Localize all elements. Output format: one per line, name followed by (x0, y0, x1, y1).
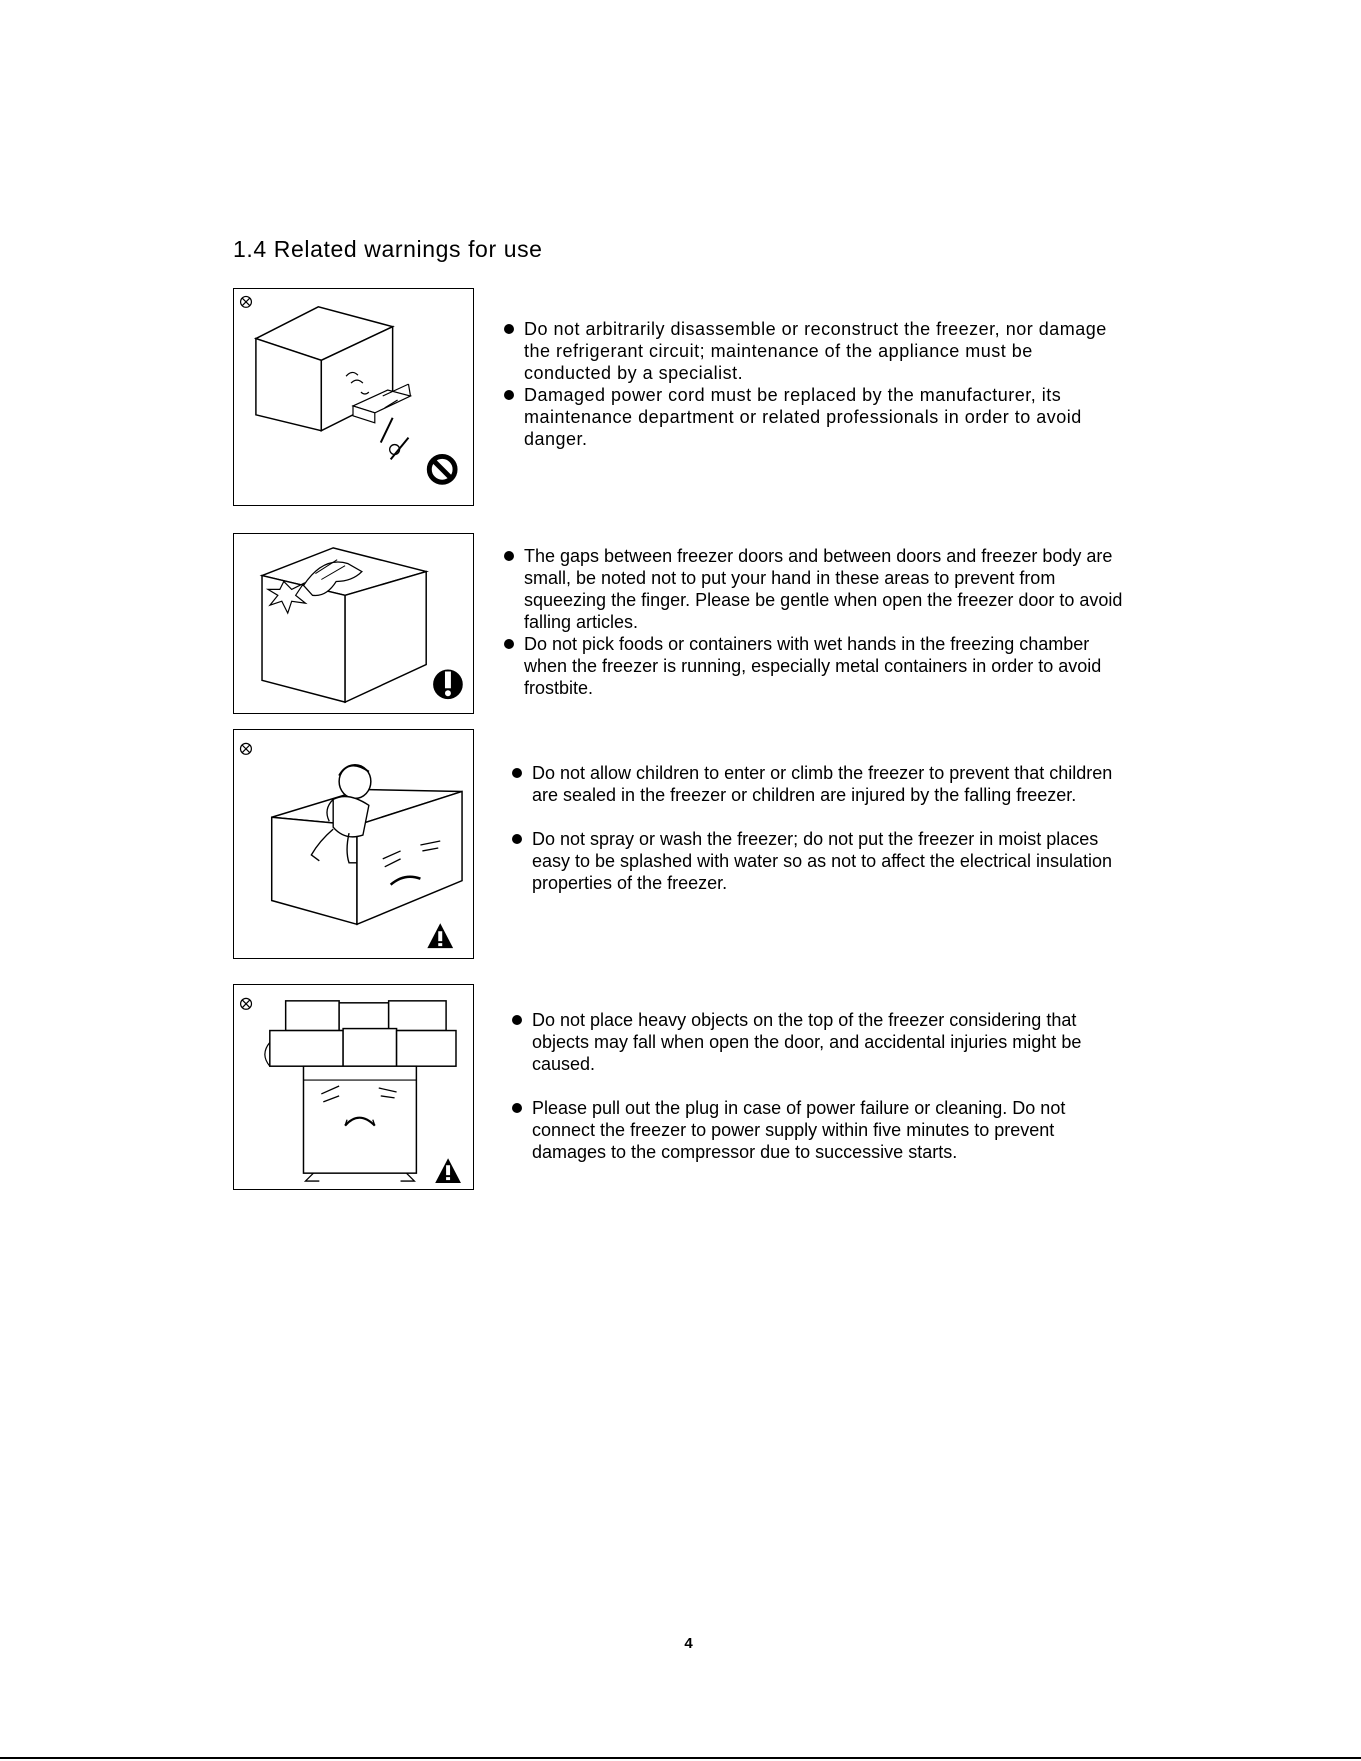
bullet-icon (504, 639, 514, 649)
warning-list-1 (502, 318, 1122, 450)
warning-list-4 (510, 1009, 1130, 1163)
illustration-heavy-objects (233, 984, 474, 1190)
list-item: Do not allow children to enter or climb the freezer to prevent that children are sealed in the freezer or children are injured by the falling freezer. (510, 762, 1130, 806)
list-item: Do not arbitrarily disassemble or reconstruct the freezer, nor damage the refrigerant circuit; maintenance of the appliance must be conducted by a specialist. (502, 318, 1122, 384)
list-item: Please pull out the plug in case of power failure or cleaning. Do not connect the freezer to power supply within five minutes to prevent damages to the compressor due to successive starts. (510, 1097, 1130, 1163)
illustration-disassembly (233, 288, 474, 506)
bullet-icon (504, 390, 514, 400)
warning-list-3 (510, 762, 1130, 894)
list-item: Do not pick foods or containers with wet hands in the freezing chamber when the freezer is running, especially metal containers in order to avoid frostbite. (502, 633, 1132, 699)
hand-in-door-gap-illustration (234, 534, 473, 713)
illustration-door-gap (233, 533, 474, 714)
bullet-icon (512, 1103, 522, 1113)
bullet-icon (512, 768, 522, 778)
bottom-rule (0, 1757, 1361, 1759)
freezer-under-boxes-illustration (234, 985, 473, 1189)
list-item: Do not place heavy objects on the top of the freezer considering that objects may fall when open the door, and accidental injuries might be caused. (510, 1009, 1130, 1075)
freezer-with-tools-illustration (234, 289, 473, 505)
list-item: Damaged power cord must be replaced by the manufacturer, its maintenance department or related professionals in order to avoid danger. (502, 384, 1122, 450)
list-item: The gaps between freezer doors and between doors and freezer body are small, be noted not to put your hand in these areas to prevent from squeezing the finger. Please be gentle when open the freezer door to avoid falling articles. (502, 545, 1132, 633)
child-climbing-freezer-illustration (234, 730, 473, 958)
bullet-icon (512, 1015, 522, 1025)
bullet-icon (512, 834, 522, 844)
page-title: 1.4 Related warnings for use (233, 236, 543, 262)
bullet-icon (504, 324, 514, 334)
page-number: 4 (684, 1635, 693, 1652)
illustration-children (233, 729, 474, 959)
list-item: Do not spray or wash the freezer; do not put the freezer in moist places easy to be splashed with water so as not to affect the electrical insulation properties of the freezer. (510, 828, 1130, 894)
bullet-icon (504, 551, 514, 561)
warning-list-2 (502, 545, 1132, 699)
